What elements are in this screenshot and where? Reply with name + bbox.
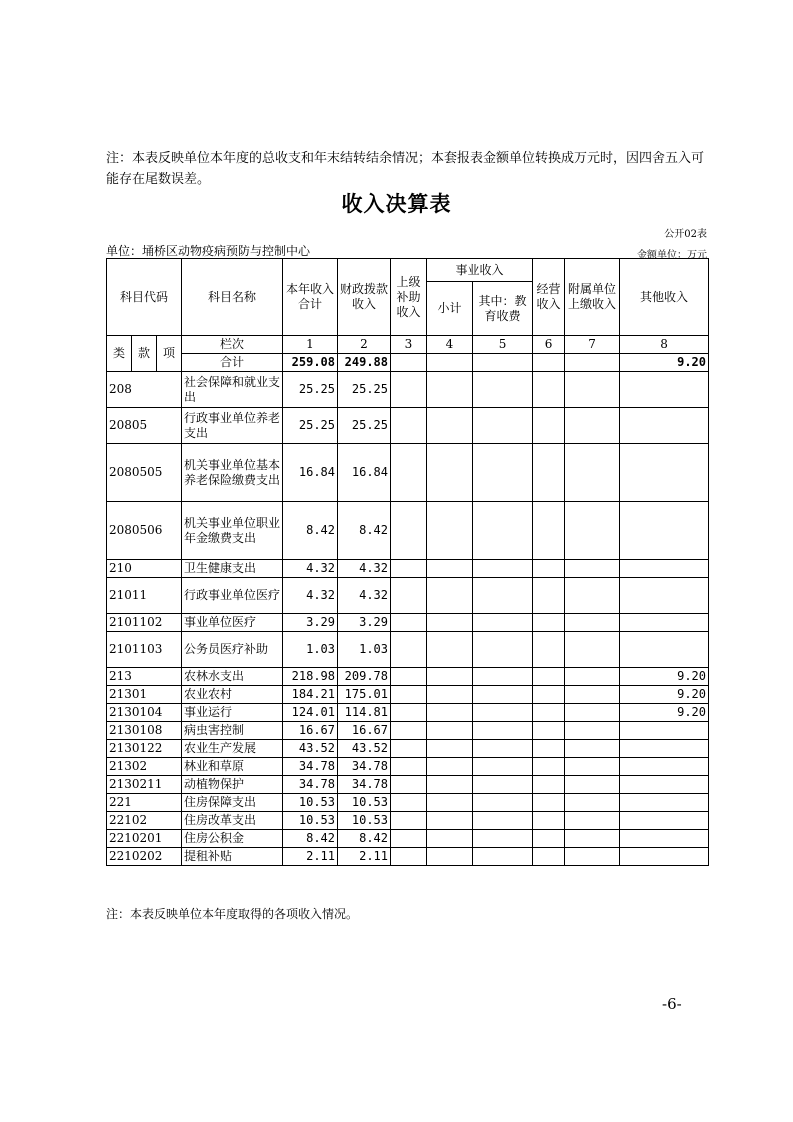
table-row	[107, 578, 709, 614]
column-number: 8	[620, 336, 709, 354]
empty-cell	[427, 704, 473, 722]
row-fiscal: 25.25	[338, 408, 391, 444]
empty-cell	[533, 758, 565, 776]
table-row	[107, 776, 709, 794]
row-other	[620, 848, 709, 866]
empty-cell	[391, 668, 427, 686]
row-fiscal: 1.03	[338, 632, 391, 668]
empty-cell	[427, 740, 473, 758]
row-total: 43.52	[283, 740, 338, 758]
empty-cell	[565, 848, 620, 866]
empty-cell	[565, 408, 620, 444]
empty-cell	[533, 812, 565, 830]
header-subtotal: 小计	[427, 282, 473, 336]
empty-cell	[427, 776, 473, 794]
empty-cell	[565, 578, 620, 614]
empty-cell	[427, 408, 473, 444]
empty-cell	[473, 614, 533, 632]
row-code: 2080506	[107, 502, 182, 560]
top-note: 注：本表反映单位本年度的总收支和年末结转结余情况；本套报表金额单位转换成万元时，因四舍五入可能存在尾数误差。	[106, 151, 705, 187]
page-number: -6-	[662, 995, 682, 1013]
empty-cell	[391, 848, 427, 866]
row-code: 2210202	[107, 848, 182, 866]
header-column-no: 栏次	[182, 336, 283, 354]
row-fiscal: 10.53	[338, 794, 391, 812]
empty-cell	[533, 722, 565, 740]
row-name: 住房改革支出	[182, 812, 283, 830]
row-fiscal: 3.29	[338, 614, 391, 632]
empty-cell	[473, 758, 533, 776]
empty-cell	[533, 740, 565, 758]
row-code: 21301	[107, 686, 182, 704]
empty-cell	[391, 444, 427, 502]
row-code: 208	[107, 372, 182, 408]
row-other	[620, 408, 709, 444]
row-total: 10.53	[283, 812, 338, 830]
column-number: 3	[391, 336, 427, 354]
row-total: 3.29	[283, 614, 338, 632]
empty-cell	[473, 830, 533, 848]
empty-cell	[473, 408, 533, 444]
empty-cell	[391, 578, 427, 614]
row-total: 4.32	[283, 560, 338, 578]
empty-cell	[391, 794, 427, 812]
empty-cell	[565, 722, 620, 740]
row-total: 4.32	[283, 578, 338, 614]
row-code: 22102	[107, 812, 182, 830]
empty-cell	[391, 812, 427, 830]
header-affiliated: 附属单位上缴收入	[565, 259, 620, 336]
row-total: 2.11	[283, 848, 338, 866]
empty-cell	[427, 444, 473, 502]
empty-cell	[473, 848, 533, 866]
row-code: 2130122	[107, 740, 182, 758]
row-fiscal: 4.32	[338, 560, 391, 578]
header-operating: 经营收入	[533, 259, 565, 336]
header-upper: 上级补助收入	[391, 259, 427, 336]
empty-cell	[533, 444, 565, 502]
empty-cell	[565, 740, 620, 758]
row-code: 2080505	[107, 444, 182, 502]
row-name: 农林水支出	[182, 668, 283, 686]
empty-cell	[391, 758, 427, 776]
row-other	[620, 722, 709, 740]
row-other	[620, 578, 709, 614]
row-fiscal: 4.32	[338, 578, 391, 614]
header-code: 科目代码	[107, 259, 182, 336]
row-fiscal: 114.81	[338, 704, 391, 722]
empty-cell	[533, 408, 565, 444]
empty-cell	[391, 776, 427, 794]
table-row	[107, 372, 709, 408]
row-other	[620, 444, 709, 502]
empty-cell	[473, 776, 533, 794]
empty-cell	[427, 578, 473, 614]
row-fiscal: 34.78	[338, 776, 391, 794]
empty-cell	[565, 614, 620, 632]
amount-unit: 金额单位：万元	[637, 250, 707, 261]
row-other	[620, 372, 709, 408]
row-name: 社会保障和就业支出	[182, 372, 283, 408]
row-other	[620, 776, 709, 794]
form-number: 公开02表	[664, 229, 707, 240]
column-number: 5	[473, 336, 533, 354]
row-other	[620, 502, 709, 560]
row-total: 184.21	[283, 686, 338, 704]
empty-cell	[473, 560, 533, 578]
row-fiscal: 10.53	[338, 812, 391, 830]
empty-cell	[427, 830, 473, 848]
row-code: 2101102	[107, 614, 182, 632]
sum-fiscal: 249.88	[338, 354, 391, 372]
sum-other: 9.20	[620, 354, 709, 372]
row-name: 行政事业单位医疗	[182, 578, 283, 614]
empty-cell	[473, 704, 533, 722]
row-other: 9.20	[620, 668, 709, 686]
row-total: 25.25	[283, 408, 338, 444]
empty-cell	[391, 704, 427, 722]
empty-cell	[473, 444, 533, 502]
empty-cell	[391, 830, 427, 848]
empty-cell	[533, 848, 565, 866]
row-name: 农业农村	[182, 686, 283, 704]
empty-cell	[533, 372, 565, 408]
row-name: 公务员医疗补助	[182, 632, 283, 668]
empty-cell	[391, 560, 427, 578]
empty-cell	[565, 668, 620, 686]
header-xiang: 项	[157, 336, 182, 372]
row-name: 机关事业单位职业年金缴费支出	[182, 502, 283, 560]
empty-cell	[391, 408, 427, 444]
empty-cell	[565, 686, 620, 704]
empty-cell	[391, 722, 427, 740]
empty-cell	[391, 632, 427, 668]
empty-cell	[427, 502, 473, 560]
row-fiscal: 34.78	[338, 758, 391, 776]
row-name: 病虫害控制	[182, 722, 283, 740]
row-other	[620, 560, 709, 578]
empty-cell	[427, 560, 473, 578]
row-code: 221	[107, 794, 182, 812]
empty-cell	[565, 794, 620, 812]
row-name: 机关事业单位基本养老保险缴费支出	[182, 444, 283, 502]
row-total: 10.53	[283, 794, 338, 812]
row-code: 2101103	[107, 632, 182, 668]
table-row	[107, 502, 709, 560]
row-other	[620, 830, 709, 848]
empty-cell	[533, 614, 565, 632]
empty-cell	[533, 794, 565, 812]
row-code: 210	[107, 560, 182, 578]
empty-cell	[533, 704, 565, 722]
column-number: 1	[283, 336, 338, 354]
empty-cell	[473, 632, 533, 668]
table-row	[107, 614, 709, 632]
column-number: 6	[533, 336, 565, 354]
empty-cell	[565, 704, 620, 722]
row-fiscal: 8.42	[338, 502, 391, 560]
empty-cell	[533, 776, 565, 794]
row-fiscal: 16.67	[338, 722, 391, 740]
header-lei: 类	[107, 336, 132, 372]
row-code: 2130104	[107, 704, 182, 722]
empty-cell	[533, 578, 565, 614]
row-other	[620, 614, 709, 632]
table-row	[107, 560, 709, 578]
row-total: 25.25	[283, 372, 338, 408]
empty-cell	[427, 668, 473, 686]
empty-cell	[565, 758, 620, 776]
empty-cell	[533, 560, 565, 578]
column-number: 7	[565, 336, 620, 354]
empty-cell	[565, 632, 620, 668]
empty-cell	[391, 614, 427, 632]
row-total: 1.03	[283, 632, 338, 668]
table-row	[107, 632, 709, 668]
row-fiscal: 8.42	[338, 830, 391, 848]
row-total: 16.67	[283, 722, 338, 740]
row-total: 34.78	[283, 758, 338, 776]
empty-cell	[427, 758, 473, 776]
row-other	[620, 632, 709, 668]
row-name: 农业生产发展	[182, 740, 283, 758]
row-total: 218.98	[283, 668, 338, 686]
empty-cell	[427, 848, 473, 866]
row-name: 事业单位医疗	[182, 614, 283, 632]
row-name: 行政事业单位养老支出	[182, 408, 283, 444]
empty-cell	[533, 632, 565, 668]
empty-cell	[427, 614, 473, 632]
row-name: 事业运行	[182, 704, 283, 722]
empty-cell	[427, 722, 473, 740]
header-name: 科目名称	[182, 259, 283, 336]
table-row	[107, 444, 709, 502]
row-other	[620, 794, 709, 812]
row-other	[620, 740, 709, 758]
table-row	[107, 848, 709, 866]
table-row	[107, 830, 709, 848]
empty-cell	[427, 794, 473, 812]
row-code: 2130108	[107, 722, 182, 740]
row-name: 提租补贴	[182, 848, 283, 866]
row-code: 21011	[107, 578, 182, 614]
empty-cell	[391, 502, 427, 560]
row-total: 8.42	[283, 830, 338, 848]
empty-cell	[473, 578, 533, 614]
table-row	[107, 668, 709, 686]
header-other: 其他收入	[620, 259, 709, 336]
row-name: 卫生健康支出	[182, 560, 283, 578]
empty-cell	[473, 686, 533, 704]
sum-total: 259.08	[283, 354, 338, 372]
row-total: 8.42	[283, 502, 338, 560]
empty-cell	[391, 686, 427, 704]
table-row	[107, 758, 709, 776]
row-name: 住房保障支出	[182, 794, 283, 812]
column-number: 4	[427, 336, 473, 354]
empty-cell	[565, 812, 620, 830]
empty-cell	[427, 686, 473, 704]
row-code: 21302	[107, 758, 182, 776]
empty-cell	[427, 632, 473, 668]
bottom-note: 注：本表反映单位本年度取得的各项收入情况。	[106, 907, 359, 921]
row-fiscal: 2.11	[338, 848, 391, 866]
empty-cell	[565, 560, 620, 578]
empty-cell	[473, 812, 533, 830]
table-row	[107, 812, 709, 830]
column-number: 2	[338, 336, 391, 354]
empty-cell	[565, 776, 620, 794]
empty-cell	[391, 372, 427, 408]
empty-cell	[473, 372, 533, 408]
row-other	[620, 812, 709, 830]
empty-cell	[533, 668, 565, 686]
empty-cell	[565, 830, 620, 848]
income-table	[106, 258, 709, 866]
empty-cell	[473, 722, 533, 740]
row-code: 2130211	[107, 776, 182, 794]
unit-name: 单位：埇桥区动物疫病预防与控制中心	[106, 244, 311, 258]
row-total: 124.01	[283, 704, 338, 722]
empty-cell	[427, 372, 473, 408]
row-fiscal: 43.52	[338, 740, 391, 758]
row-other: 9.20	[620, 704, 709, 722]
row-name: 住房公积金	[182, 830, 283, 848]
header-business: 事业收入	[427, 259, 533, 282]
row-other	[620, 758, 709, 776]
row-fiscal: 175.01	[338, 686, 391, 704]
table-row	[107, 794, 709, 812]
row-code: 213	[107, 668, 182, 686]
page-title: 收入决算表	[341, 192, 452, 216]
empty-cell	[533, 686, 565, 704]
row-total: 16.84	[283, 444, 338, 502]
row-fiscal: 16.84	[338, 444, 391, 502]
row-fiscal: 25.25	[338, 372, 391, 408]
header-kuan: 款	[132, 336, 157, 372]
header-fiscal: 财政拨款收入	[338, 259, 391, 336]
sum-label: 合计	[182, 354, 283, 372]
row-name: 林业和草原	[182, 758, 283, 776]
empty-cell	[565, 372, 620, 408]
row-code: 2210201	[107, 830, 182, 848]
row-name: 动植物保护	[182, 776, 283, 794]
row-total: 34.78	[283, 776, 338, 794]
empty-cell	[533, 502, 565, 560]
table-row	[107, 686, 709, 704]
header-total: 本年收入合计	[283, 259, 338, 336]
empty-cell	[473, 740, 533, 758]
empty-cell	[427, 812, 473, 830]
empty-cell	[391, 740, 427, 758]
table-row	[107, 740, 709, 758]
row-code: 20805	[107, 408, 182, 444]
header-edu: 其中：教育收费	[473, 282, 533, 336]
table-row	[107, 408, 709, 444]
table-row	[107, 722, 709, 740]
empty-cell	[565, 444, 620, 502]
table-row	[107, 704, 709, 722]
empty-cell	[565, 502, 620, 560]
empty-cell	[473, 502, 533, 560]
empty-cell	[473, 794, 533, 812]
row-fiscal: 209.78	[338, 668, 391, 686]
empty-cell	[473, 668, 533, 686]
empty-cell	[533, 830, 565, 848]
row-other: 9.20	[620, 686, 709, 704]
